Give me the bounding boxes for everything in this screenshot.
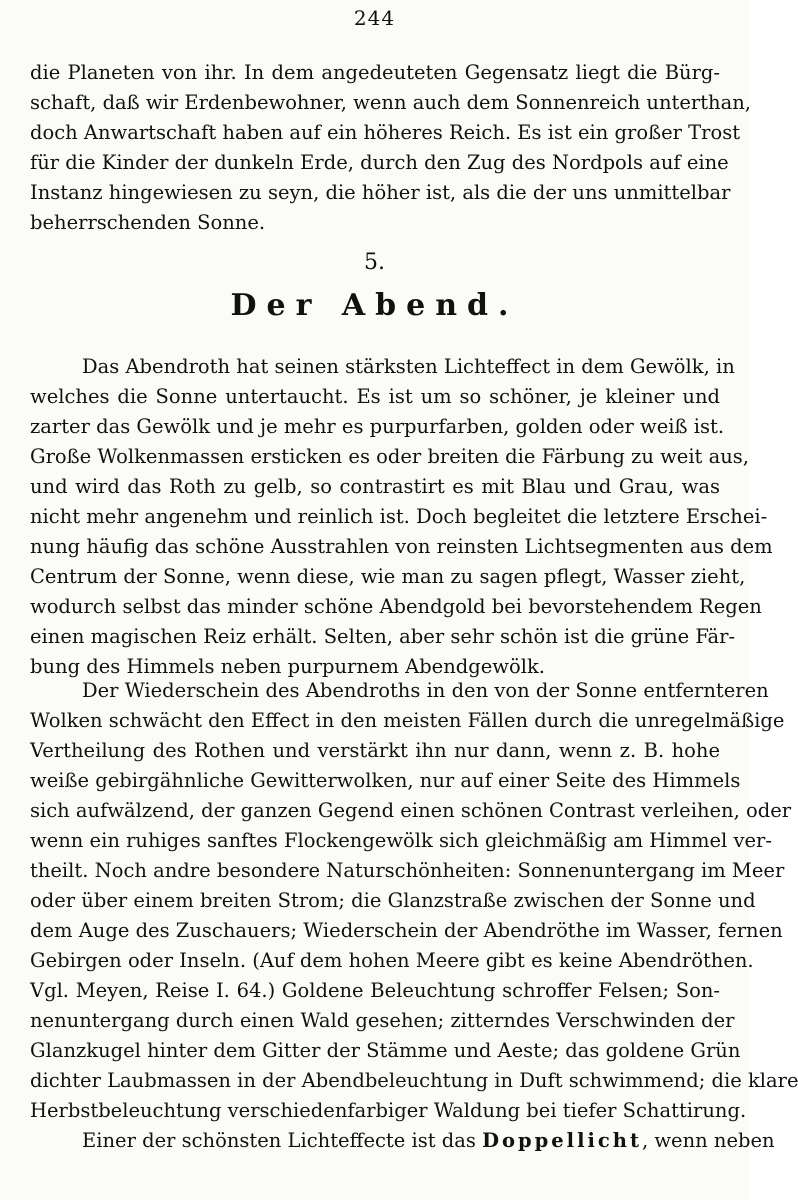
text-line: und wird das Roth zu gelb, so contrastirt es mit Blau und Grau, was bbox=[30, 475, 720, 498]
paragraph-wiederschein bbox=[30, 676, 798, 1156]
text-line: dem Auge des Zuschauers; Wiederschein der Abendröthe im Wasser, fernen bbox=[30, 919, 783, 942]
text-line: oder über einem breiten Strom; die Glanzstraße zwischen der Sonne und bbox=[30, 889, 756, 912]
text-line: beherrschenden Sonne. bbox=[30, 211, 266, 234]
text-line: Centrum der Sonne, wenn diese, wie man zu sagen pflegt, Wasser zieht, bbox=[30, 565, 746, 588]
text-line: Gebirgen oder Inseln. (Auf dem hohen Meere gibt es keine Abendröthen. bbox=[30, 949, 754, 972]
text-line: theilt. Noch andre besondere Naturschönheiten: Sonnenuntergang im Meer bbox=[30, 859, 785, 882]
text-line: Herbstbeleuchtung verschiedenfarbiger Waldung bei tiefer Schattirung. bbox=[30, 1099, 747, 1122]
text-line: nicht mehr angenehm und reinlich ist. Doch begleitet die letztere Erschei- bbox=[30, 505, 768, 528]
emphasized-word: Doppellicht bbox=[482, 1129, 642, 1152]
text-line: weiße gebirgähnliche Gewitterwolken, nur auf einer Seite des Himmels bbox=[30, 769, 741, 792]
text-line: bung des Himmels neben purpurnem Abendgewölk. bbox=[30, 655, 545, 678]
paragraph-abendroth bbox=[30, 352, 773, 682]
text-line: Große Wolkenmassen ersticken es oder breiten die Färbung zu weit aus, bbox=[30, 445, 749, 468]
text-line: für die Kinder der dunkeln Erde, durch den Zug des Nordpols auf eine bbox=[30, 151, 729, 174]
text-line: nung häufig das schöne Ausstrahlen von reinsten Lichtsegmenten aus dem bbox=[30, 535, 773, 558]
text-line: Wolken schwächt den Effect in den meisten Fällen durch die unregelmäßige bbox=[30, 709, 785, 732]
text-line: dichter Laubmassen in der Abendbeleuchtung in Duft schwimmend; die klare bbox=[30, 1069, 798, 1092]
final-line-end: , wenn neben bbox=[641, 1129, 775, 1152]
text-line: zarter das Gewölk und je mehr es purpurfarben, golden oder weiß ist. bbox=[30, 415, 725, 438]
text-line: einen magischen Reiz erhält. Selten, aber sehr schön ist die grüne Fär- bbox=[30, 625, 736, 648]
text-line: doch Anwartschaft haben auf ein höheres Reich. Es ist ein großer Trost bbox=[30, 121, 741, 144]
text-line: nenuntergang durch einen Wald gesehen; zitterndes Verschwinden der bbox=[30, 1009, 735, 1032]
text-line: schaft, daß wir Erdenbewohner, wenn auch dem Sonnenreich unterthan, bbox=[30, 91, 751, 114]
final-line-start: Einer der schönsten Lichteffecte ist das bbox=[82, 1129, 476, 1152]
paragraph-continued bbox=[30, 58, 751, 238]
text-line: Instanz hingewiesen zu seyn, die höher ist, als die der uns unmittelbar bbox=[30, 181, 731, 204]
text-line: die Planeten von ihr. In dem angedeuteten Gegensatz liegt die Bürg- bbox=[30, 61, 720, 84]
text-line: Der Wiederschein des Abendroths in den von der Sonne entfernteren bbox=[82, 679, 769, 702]
text-line: wenn ein ruhiges sanftes Flockengewölk sich gleichmäßig am Himmel ver- bbox=[30, 829, 772, 852]
section-number: 5. bbox=[364, 250, 385, 275]
text-line: Vertheilung des Rothen und verstärkt ihn nur dann, wenn z. B. hohe bbox=[30, 739, 720, 762]
text-line: sich aufwälzend, der ganzen Gegend einen schönen Contrast verleihen, oder bbox=[30, 799, 792, 822]
page-number: 244 bbox=[353, 6, 396, 30]
text-line: Vgl. Meyen, Reise I. 64.) Goldene Beleuchtung schroffer Felsen; Son- bbox=[30, 979, 720, 1002]
text-line-final bbox=[30, 1126, 775, 1156]
text-line: Das Abendroth hat seinen stärksten Lichteffect in dem Gewölk, in bbox=[82, 355, 735, 378]
section-title: Der Abend. bbox=[230, 288, 519, 323]
text-line: Glanzkugel hinter dem Gitter der Stämme und Aeste; das goldene Grün bbox=[30, 1039, 741, 1062]
text-line: welches die Sonne untertaucht. Es ist um so schöner, je kleiner und bbox=[30, 385, 720, 408]
text-line: wodurch selbst das minder schöne Abendgold bei bevorstehendem Regen bbox=[30, 595, 762, 618]
